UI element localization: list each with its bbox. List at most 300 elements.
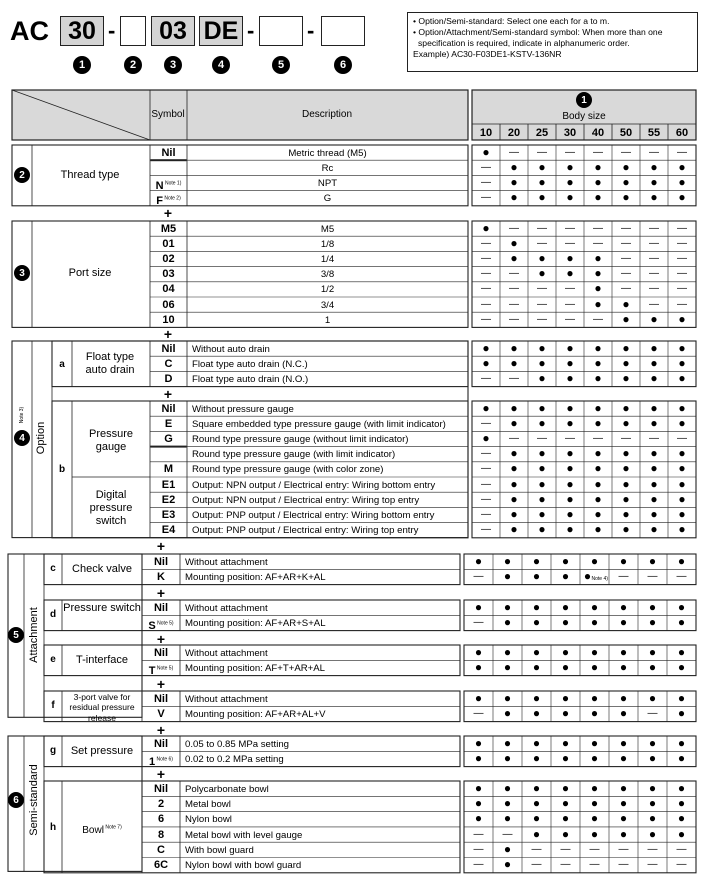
availability-dot: ●	[622, 190, 630, 205]
availability-dot: ●	[561, 599, 570, 614]
availability-dot: ●	[482, 355, 490, 370]
availability-dot: ●	[532, 811, 541, 826]
availability-dot: ●	[622, 446, 630, 461]
availability-dot: ●	[503, 857, 512, 872]
availability-dot: ●	[566, 340, 574, 355]
availability-dot: ●	[594, 159, 602, 174]
description-cell: Rc	[321, 162, 334, 174]
dash: -	[247, 18, 255, 43]
size-40: 40	[591, 127, 605, 139]
code-box-port: 03	[151, 16, 195, 46]
availability-dot: ●	[474, 780, 483, 795]
symbol-cell: D	[164, 373, 173, 385]
availability-dot: ●	[650, 522, 658, 537]
availability-dot: ●	[590, 599, 599, 614]
availability-dot: ●	[622, 400, 630, 415]
availability-dot: ●	[566, 371, 574, 385]
description-cell: 1/8	[320, 238, 335, 250]
availability-dot: ●	[566, 266, 574, 281]
unavailable-dash: —	[537, 237, 547, 249]
availability-dot: ●	[648, 795, 657, 810]
unavailable-dash: —	[560, 843, 571, 855]
availability-dot: ●	[678, 415, 686, 430]
group-e-letter: e	[50, 654, 56, 665]
availability-dot: ●	[566, 507, 574, 521]
description-cell: Output: PNP output / Electrical entry: Wiring top entry	[192, 525, 419, 537]
bowl-label: Bowl $^{Note 7)}$	[82, 825, 122, 837]
size-20: 20	[507, 127, 521, 139]
unavailable-dash: —	[481, 283, 491, 295]
availability-dot: ●	[538, 355, 546, 370]
availability-dot: ●	[622, 491, 630, 506]
symbol-cell: Nil	[153, 601, 169, 614]
availability-dot: ●	[678, 491, 686, 506]
availability-dot: ●	[619, 644, 628, 659]
availability-dot: ●	[482, 340, 490, 355]
symbol-cell: M	[163, 463, 174, 476]
symbol-cell: Nil	[153, 782, 169, 795]
availability-dot: ●	[650, 476, 658, 491]
unavailable-dash: —	[560, 859, 571, 871]
group-a-letter: a	[59, 359, 65, 370]
unavailable-dash: —	[593, 146, 603, 158]
unavailable-dash: —	[537, 222, 547, 234]
availability-dot: ●	[678, 461, 686, 476]
availability-dot: ●	[532, 826, 541, 841]
availability-dot: ●	[503, 841, 512, 856]
group-b-letter: b	[58, 464, 66, 475]
availability-dot: ●	[474, 553, 483, 568]
availability-dot: ●	[590, 690, 599, 705]
description-cell: Output: NPN output / Electrical entry: Wiring top entry	[192, 494, 420, 506]
symbol-cell: V	[157, 707, 165, 720]
availability-dot: ●	[677, 599, 686, 614]
availability-dot: ●	[622, 522, 630, 537]
unavailable-dash: —	[621, 268, 631, 280]
unavailable-dash: —	[565, 433, 575, 444]
availability-dot: ●	[677, 690, 686, 705]
description-cell: Mounting position: AF+AR+AL+V	[185, 708, 326, 720]
unavailable-dash: —	[537, 283, 547, 295]
unavailable-dash: —	[481, 463, 491, 475]
plus-sign: +	[156, 585, 166, 601]
symbol-cell: K	[157, 570, 165, 583]
availability-dot: ●	[482, 400, 490, 415]
unavailable-dash: —	[509, 433, 519, 444]
plus-sign: +	[156, 722, 166, 738]
availability-dot: ●	[619, 690, 628, 705]
attachment-label: Attachment	[28, 607, 40, 663]
group-h-letter: h	[49, 822, 57, 833]
availability-dot: ●	[532, 705, 541, 720]
unavailable-dash: —	[509, 283, 519, 295]
availability-dot: ●	[648, 811, 657, 826]
section-3-number: 3	[14, 265, 30, 281]
dash: -	[108, 18, 116, 43]
availability-dot: ●	[474, 690, 483, 705]
availability-dot: ●	[503, 659, 512, 674]
availability-dot: ●	[510, 507, 518, 521]
description-cell: With bowl guard	[185, 844, 254, 856]
unavailable-dash: —	[621, 253, 631, 264]
note-line: • Option/Attachment/Semi-standard symbol: When more than one	[413, 27, 663, 37]
description-cell: Mounting position: AF+T+AR+AL	[185, 662, 325, 674]
availability-dot: ●	[532, 780, 541, 795]
symbol-cell: T $^{Note 5)}$	[148, 664, 174, 677]
section-6-number: 6	[8, 792, 24, 808]
availability-dot: ●	[561, 826, 570, 841]
availability-dot: ●	[474, 811, 483, 826]
unavailable-dash: —	[677, 237, 687, 249]
availability-dot: ●	[474, 599, 483, 614]
availability-dot: ●	[503, 614, 512, 629]
availability-dot: ●	[619, 750, 628, 765]
symbol-cell: E3	[161, 509, 176, 521]
code-box-option: DE	[199, 16, 243, 46]
symbol-cell: E1	[161, 478, 176, 491]
availability-dot: ●	[510, 159, 518, 174]
unavailable-dash: —	[621, 237, 631, 249]
availability-dot: ●	[566, 190, 574, 205]
unavailable-dash: —	[589, 859, 600, 871]
availability-dot: ●	[566, 415, 574, 430]
unavailable-dash: —	[647, 859, 658, 871]
availability-dot: ●	[619, 705, 628, 720]
description-cell: Metal bowl	[185, 798, 231, 810]
availability-dot: ●	[503, 599, 512, 614]
plus-sign: +	[163, 326, 173, 342]
availability-dot: ●	[650, 190, 658, 205]
unavailable-dash: —	[593, 433, 603, 444]
availability-dot: ●	[678, 446, 686, 461]
description-cell: Round type pressure gauge (without limit indicator)	[192, 434, 409, 445]
availability-dot: ●	[561, 553, 570, 568]
pressure-switch-label: Pressure switch	[63, 602, 141, 614]
availability-dot: ●	[583, 568, 592, 583]
availability-dot: ●	[648, 826, 657, 841]
symbol-cell: C	[164, 357, 173, 370]
availability-dot: ●	[561, 735, 570, 750]
description-cell: Float type auto drain (N.C.)	[192, 358, 308, 370]
availability-dot: ●	[677, 750, 686, 765]
unavailable-dash: —	[621, 433, 631, 444]
dash: -	[307, 18, 315, 43]
digital-pressure-switch-label: Digital pressure switch	[89, 489, 133, 527]
availability-dot: ●	[538, 491, 546, 506]
availability-dot: ●	[650, 311, 658, 326]
unavailable-dash: —	[481, 237, 491, 249]
cell-note: Note 4)	[591, 575, 608, 582]
unavailable-dash: —	[531, 859, 542, 871]
availability-dot: ●	[510, 251, 518, 265]
availability-dot: ●	[594, 266, 602, 281]
availability-dot: ●	[650, 371, 658, 385]
unavailable-dash: —	[621, 283, 631, 295]
plus-sign: +	[163, 386, 173, 402]
availability-dot: ●	[594, 175, 602, 189]
unavailable-dash: —	[593, 222, 603, 234]
symbol-cell: N $^{Note 1)}$	[155, 179, 182, 192]
group-d-letter: d	[49, 609, 57, 620]
availability-dot: ●	[482, 220, 490, 235]
unavailable-dash: —	[565, 146, 575, 158]
description-cell: Nylon bowl with bowl guard	[185, 860, 302, 872]
availability-dot: ●	[619, 795, 628, 810]
availability-dot: ●	[650, 461, 658, 476]
availability-dot: ●	[590, 659, 599, 674]
unavailable-dash: —	[621, 146, 631, 158]
availability-dot: ●	[510, 175, 518, 189]
unavailable-dash: —	[509, 146, 519, 158]
description-cell: M5	[320, 223, 335, 235]
unavailable-dash: —	[618, 570, 629, 582]
availability-dot: ●	[648, 599, 657, 614]
size-50: 50	[619, 127, 633, 139]
size-25: 25	[535, 127, 549, 139]
availability-dot: ●	[590, 553, 599, 568]
body-size-number: 1	[576, 92, 592, 108]
unavailable-dash: —	[481, 161, 491, 173]
availability-dot: ●	[590, 614, 599, 629]
availability-dot: ●	[594, 296, 602, 311]
symbol-cell: Nil	[161, 146, 176, 159]
symbol-cell: Nil	[153, 555, 169, 568]
unavailable-dash: —	[677, 146, 687, 158]
unavailable-dash: —	[537, 298, 547, 310]
availability-dot: ●	[648, 750, 657, 765]
availability-dot: ●	[503, 705, 512, 720]
unavailable-dash: —	[565, 222, 575, 234]
unavailable-dash: —	[481, 313, 491, 325]
availability-dot: ●	[510, 476, 518, 491]
availability-dot: ●	[503, 795, 512, 810]
description-cell: Without attachment	[185, 647, 268, 659]
unavailable-dash: —	[649, 222, 659, 234]
description-cell: Mounting position: AF+AR+S+AL	[185, 617, 326, 629]
thread-type-label: Thread type	[60, 169, 120, 181]
symbol-cell: 02	[162, 253, 175, 265]
unavailable-dash: —	[509, 298, 519, 310]
availability-dot: ●	[538, 415, 546, 430]
availability-dot: ●	[561, 568, 570, 583]
symbol-cell: Nil	[161, 342, 176, 355]
availability-dot: ●	[482, 431, 490, 445]
availability-dot: ●	[594, 491, 602, 506]
availability-dot: ●	[594, 446, 602, 461]
unavailable-dash: —	[481, 192, 491, 204]
availability-dot: ●	[590, 811, 599, 826]
size-60: 60	[675, 127, 689, 139]
description-cell: 1	[324, 314, 331, 326]
unavailable-dash: —	[481, 524, 491, 536]
availability-dot: ●	[561, 659, 570, 674]
availability-dot: ●	[561, 750, 570, 765]
description-cell: Metal bowl with level gauge	[185, 829, 303, 841]
symbol-cell: Nil	[153, 646, 169, 659]
unavailable-dash: —	[647, 707, 658, 719]
unavailable-dash: —	[677, 283, 687, 295]
unavailable-dash: —	[565, 237, 575, 249]
number-marker-4: 4	[212, 56, 230, 74]
note-line: Example) AC30-F03DE1-KSTV-136NR	[413, 49, 562, 59]
code-box-body-size: 30	[60, 16, 104, 46]
availability-dot: ●	[532, 644, 541, 659]
availability-dot: ●	[566, 476, 574, 491]
availability-dot: ●	[538, 340, 546, 355]
availability-dot: ●	[594, 507, 602, 521]
availability-dot: ●	[561, 705, 570, 720]
unavailable-dash: —	[618, 843, 629, 855]
unavailable-dash: —	[473, 570, 484, 582]
availability-dot: ●	[677, 795, 686, 810]
unavailable-dash: —	[589, 843, 600, 855]
availability-dot: ●	[566, 522, 574, 537]
unavailable-dash: —	[473, 843, 484, 855]
symbol-cell: C	[157, 843, 165, 856]
availability-dot: ●	[594, 281, 602, 296]
availability-dot: ●	[648, 690, 657, 705]
availability-dot: ●	[678, 159, 686, 174]
number-marker-3: 3	[164, 56, 182, 74]
availability-dot: ●	[648, 614, 657, 629]
availability-dot: ●	[510, 415, 518, 430]
availability-dot: ●	[622, 461, 630, 476]
availability-dot: ●	[538, 507, 546, 521]
availability-dot: ●	[590, 750, 599, 765]
availability-dot: ●	[650, 415, 658, 430]
option-note: Note 3)	[19, 406, 25, 424]
availability-dot: ●	[619, 780, 628, 795]
description-cell: Square embedded type pressure gauge (with limit indicator)	[192, 418, 446, 430]
description-cell: 0.05 to 0.85 MPa setting	[185, 738, 289, 750]
unavailable-dash: —	[473, 616, 484, 628]
unavailable-dash: —	[473, 828, 484, 840]
availability-dot: ●	[510, 340, 518, 355]
availability-dot: ●	[532, 568, 541, 583]
body-size-header: Body size	[562, 111, 606, 122]
description-cell: Without auto drain	[192, 343, 270, 355]
availability-dot: ●	[538, 400, 546, 415]
availability-dot: ●	[503, 568, 512, 583]
section-4-number: 4	[14, 430, 30, 446]
plus-sign: +	[156, 676, 166, 692]
availability-dot: ●	[561, 795, 570, 810]
availability-dot: ●	[677, 826, 686, 841]
symbol-cell: 04	[162, 283, 175, 296]
check-valve-label: Check valve	[72, 563, 132, 575]
availability-dot: ●	[622, 371, 630, 385]
symbol-cell: 6C	[153, 859, 169, 872]
availability-dot: ●	[650, 355, 658, 370]
availability-dot: ●	[566, 461, 574, 476]
availability-dot: ●	[566, 400, 574, 415]
pressure-gauge-label: Pressure gauge	[88, 428, 134, 453]
availability-dot: ●	[622, 355, 630, 370]
availability-dot: ●	[678, 371, 686, 385]
availability-dot: ●	[503, 553, 512, 568]
availability-dot: ●	[622, 296, 630, 311]
availability-dot: ●	[594, 190, 602, 205]
availability-dot: ●	[678, 522, 686, 537]
unavailable-dash: —	[481, 493, 491, 505]
symbol-cell: E4	[161, 524, 176, 537]
unavailable-dash: —	[473, 707, 484, 719]
symbol-cell: Nil	[161, 402, 176, 415]
availability-dot: ●	[622, 415, 630, 430]
availability-dot: ●	[474, 644, 483, 659]
description-cell: 3/8	[320, 269, 335, 281]
unavailable-dash: —	[502, 828, 513, 840]
availability-dot: ●	[648, 644, 657, 659]
option-label: Option	[35, 421, 47, 455]
model-prefix: AC	[10, 15, 49, 46]
availability-dot: ●	[678, 507, 686, 521]
description-cell: G	[323, 193, 332, 205]
availability-dot: ●	[510, 355, 518, 370]
availability-dot: ●	[538, 159, 546, 174]
availability-dot: ●	[538, 190, 546, 205]
note-line: • Option/Semi-standard: Select one each for a to m.	[413, 16, 610, 26]
unavailable-dash: —	[481, 478, 491, 490]
availability-dot: ●	[532, 599, 541, 614]
availability-dot: ●	[594, 476, 602, 491]
description-cell: Mounting position: AF+AR+K+AL	[185, 571, 326, 583]
description-cell: 0.02 to 0.2 MPa setting	[185, 753, 284, 765]
availability-dot: ●	[510, 446, 518, 461]
unavailable-dash: —	[531, 843, 542, 855]
availability-dot: ●	[677, 614, 686, 629]
availability-dot: ●	[677, 644, 686, 659]
availability-dot: ●	[677, 705, 686, 720]
unavailable-dash: —	[676, 859, 687, 871]
semi-standard-label: Semi-standard	[28, 764, 40, 836]
availability-dot: ●	[650, 159, 658, 174]
availability-dot: ●	[677, 811, 686, 826]
availability-dot: ●	[594, 371, 602, 385]
symbol-cell: 8	[157, 828, 165, 841]
plus-sign: +	[156, 631, 166, 647]
availability-dot: ●	[532, 614, 541, 629]
unavailable-dash: —	[677, 298, 687, 310]
description-cell: Round type pressure gauge (with color zone)	[192, 464, 384, 476]
availability-dot: ●	[590, 780, 599, 795]
description-cell: Without attachment	[185, 602, 268, 614]
description-cell: 1/4	[320, 254, 335, 265]
symbol-cell: E	[164, 417, 173, 430]
set-pressure-label: Set pressure	[70, 745, 134, 757]
availability-dot: ●	[538, 476, 546, 491]
availability-dot: ●	[622, 175, 630, 189]
availability-dot: ●	[678, 340, 686, 355]
availability-dot: ●	[566, 446, 574, 461]
unavailable-dash: —	[593, 313, 603, 325]
symbol-cell: M5	[160, 222, 177, 235]
availability-dot: ●	[622, 476, 630, 491]
availability-dot: ●	[678, 355, 686, 370]
availability-dot: ●	[474, 735, 483, 750]
availability-dot: ●	[594, 415, 602, 430]
availability-dot: ●	[622, 159, 630, 174]
availability-dot: ●	[566, 175, 574, 189]
availability-dot: ●	[590, 795, 599, 810]
float-drain-label: Float type auto drain	[85, 351, 135, 376]
availability-dot: ●	[678, 476, 686, 491]
symbol-cell: 06	[162, 298, 175, 311]
symbol-cell: 1 $^{Note 6)}$	[149, 755, 173, 768]
availability-dot: ●	[678, 400, 686, 415]
availability-dot: ●	[590, 826, 599, 841]
availability-dot: ●	[532, 795, 541, 810]
